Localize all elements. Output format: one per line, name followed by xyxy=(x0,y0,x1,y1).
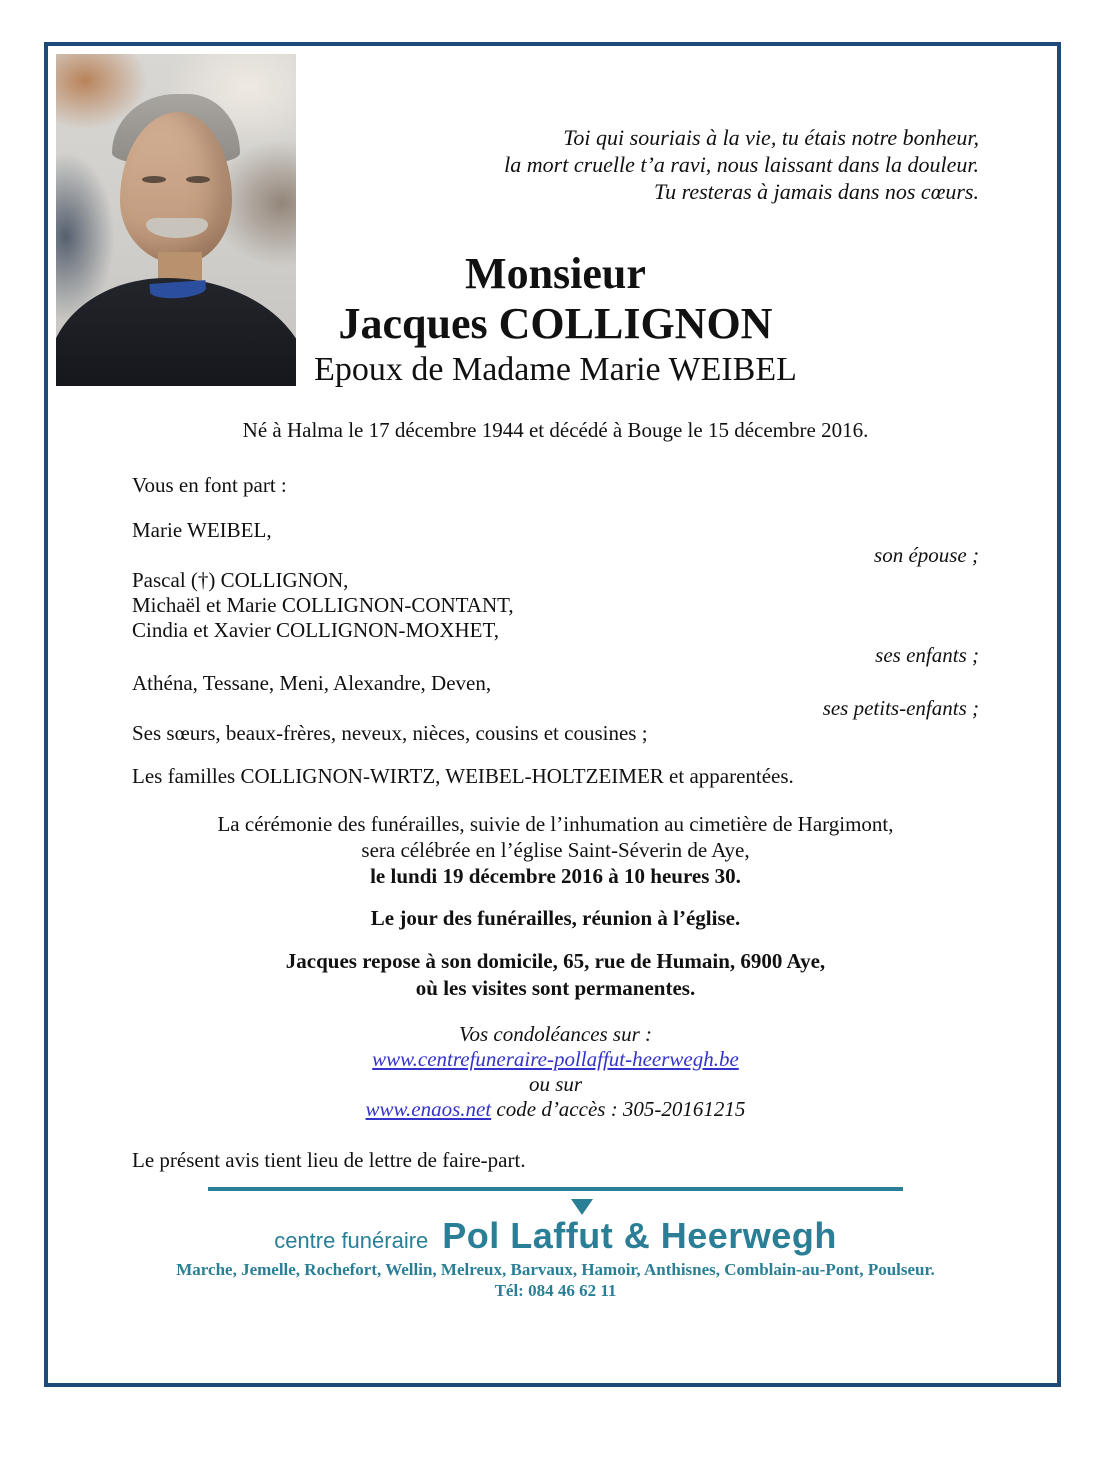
announcement-content xyxy=(48,124,1057,1461)
quote-line: Tu resteras à jamais dans nos cœurs. xyxy=(654,179,979,204)
funeral-home-prefix: centre funéraire xyxy=(274,1228,429,1253)
bordered-sheet xyxy=(44,42,1061,1387)
funeral-home-phone: Tél: 084 46 62 11 xyxy=(494,1281,617,1300)
condolences-intro: Vos condoléances sur : xyxy=(458,1022,653,1046)
spouse-relation: son épouse ; xyxy=(874,543,979,567)
ceremony-line: sera célébrée en l’église Saint-Séverin de Aye, xyxy=(361,838,750,862)
memorial-quote xyxy=(132,124,979,205)
repose-line: Jacques repose à son domicile, 65, rue de Humain, 6900 Aye, xyxy=(285,949,826,973)
ceremony-line: La cérémonie des funérailles, suivie de l’inhumation au cimetière de Hargimont, xyxy=(217,812,894,836)
child-name: Cindia et Xavier COLLIGNON-MOXHET, xyxy=(132,618,500,642)
ceremony-block xyxy=(132,811,979,889)
life-dates: Né à Halma le 17 décembre 1944 et décédé à Bouge le 15 décembre 2016. xyxy=(242,418,869,442)
ceremony-date-line: le lundi 19 décembre 2016 à 10 heures 30. xyxy=(370,864,741,888)
child-name: Michaël et Marie COLLIGNON-CONTANT, xyxy=(132,593,514,617)
announcement-intro: Vous en font part : xyxy=(132,473,287,497)
child-name: Pascal (†) COLLIGNON, xyxy=(132,568,349,592)
condolences-block xyxy=(132,1022,979,1122)
relatives-line: Ses sœurs, beaux-frères, neveux, nièces, cousins et cousines ; xyxy=(132,721,648,745)
funeral-home-locations: Marche, Jemelle, Rochefort, Wellin, Melreux, Barvaux, Hamoir, Anthisnes, Comblain-au-Pont, Poulseur. xyxy=(176,1260,935,1279)
deceased-spouse-line: Epoux de Madame Marie WEIBEL xyxy=(314,351,797,388)
condolences-link-enaos[interactable]: www.enaos.net xyxy=(365,1097,492,1121)
footer-divider xyxy=(208,1187,903,1191)
down-triangle-icon xyxy=(571,1199,593,1215)
access-code: code d’accès : 305-20161215 xyxy=(491,1097,746,1121)
meeting-line: Le jour des funérailles, réunion à l’église. xyxy=(370,906,741,930)
deceased-honorific: Monsieur xyxy=(465,249,646,298)
repose-line: où les visites sont permanentes. xyxy=(415,976,696,1000)
condolences-link-centrefuneraire[interactable]: www.centrefuneraire-pollaffut-heerwegh.be xyxy=(372,1047,739,1071)
deceased-name: Jacques COLLIGNON xyxy=(338,299,773,348)
families-line: Les familles COLLIGNON-WIRTZ, WEIBEL-HOLTZEIMER et apparentées. xyxy=(132,764,794,788)
grandchildren-relation: ses petits-enfants ; xyxy=(822,696,979,720)
repose-block xyxy=(132,948,979,1002)
quote-line: Toi qui souriais à la vie, tu étais notre bonheur, xyxy=(563,125,979,150)
funeral-home-logo xyxy=(132,1215,979,1257)
deceased-title-block xyxy=(132,249,979,391)
grandchildren-names: Athéna, Tessane, Meni, Alexandre, Deven, xyxy=(132,671,492,695)
quote-line: la mort cruelle t’a ravi, nous laissant dans la douleur. xyxy=(504,152,979,177)
condolences-or: ou sur xyxy=(528,1072,583,1096)
funeral-home-name: Pol Laffut & Heerwegh xyxy=(442,1215,837,1256)
spouse-name: Marie WEIBEL, xyxy=(132,518,272,542)
faire-part-notice: Le présent avis tient lieu de lettre de faire-part. xyxy=(132,1148,526,1172)
children-relation: ses enfants ; xyxy=(875,643,979,667)
